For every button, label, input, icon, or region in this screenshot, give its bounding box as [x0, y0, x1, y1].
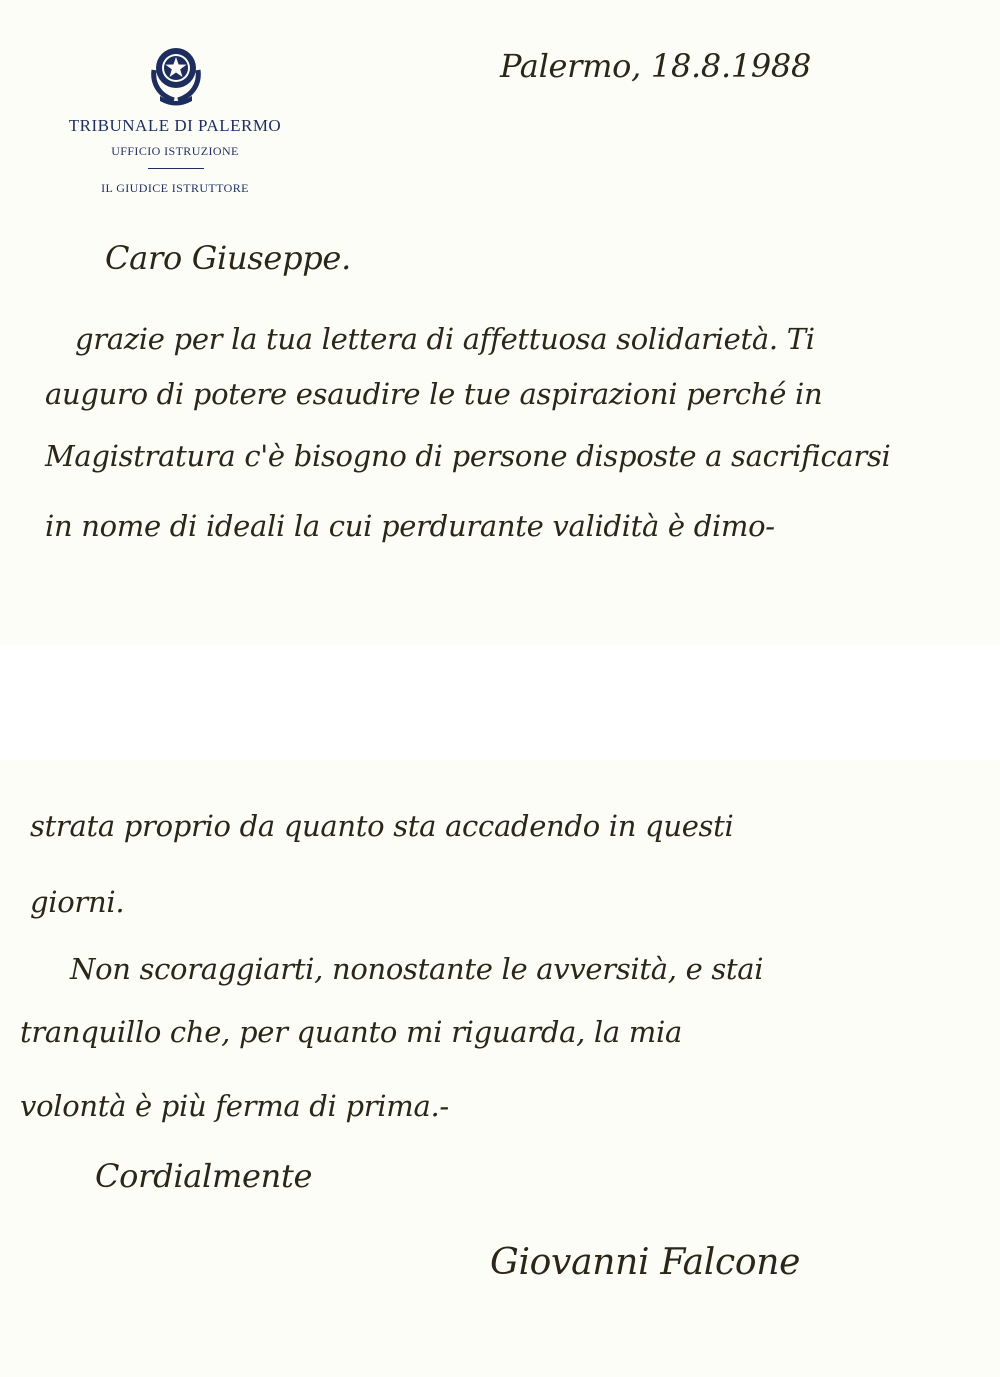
letter-date: Palermo, 18.8.1988: [500, 47, 812, 85]
signature: Giovanni Falcone: [490, 1242, 801, 1283]
letter-closing: Cordialmente: [95, 1157, 313, 1195]
letterhead-divider: [148, 168, 204, 169]
letter-page-top: [0, 0, 1000, 645]
letter-line: giorni.: [30, 885, 125, 919]
letterhead-court: TRIBUNALE DI PALERMO: [68, 116, 282, 135]
italian-republic-emblem-icon: [146, 40, 206, 106]
letter-line: grazie per la tua lettera di affettuosa solidarietà. Ti: [75, 322, 815, 356]
letter-salutation: Caro Giuseppe.: [105, 239, 351, 277]
page-gap: [0, 645, 1000, 760]
letter-line: tranquillo che, per quanto mi riguarda, la mia: [20, 1015, 682, 1049]
letter-line: in nome di ideali la cui perdurante validità è dimo-: [45, 509, 775, 543]
letter-line: strata proprio da quanto sta accadendo in questi: [30, 809, 734, 843]
letter-line: auguro di potere esaudire le tue aspirazioni perché in: [45, 377, 823, 411]
letter-line: volontà è più ferma di prima.-: [20, 1089, 449, 1123]
letterhead-judge: IL GIUDICE ISTRUTTORE: [101, 181, 249, 195]
letter-line: Magistratura c'è bisogno di persone disposte a sacrificarsi: [45, 439, 891, 473]
letter-line: Non scoraggiarti, nonostante le avversità, e stai: [70, 952, 764, 986]
letter-page-bottom: [0, 760, 1000, 1377]
letterhead-office: UFFICIO ISTRUZIONE: [111, 144, 239, 158]
